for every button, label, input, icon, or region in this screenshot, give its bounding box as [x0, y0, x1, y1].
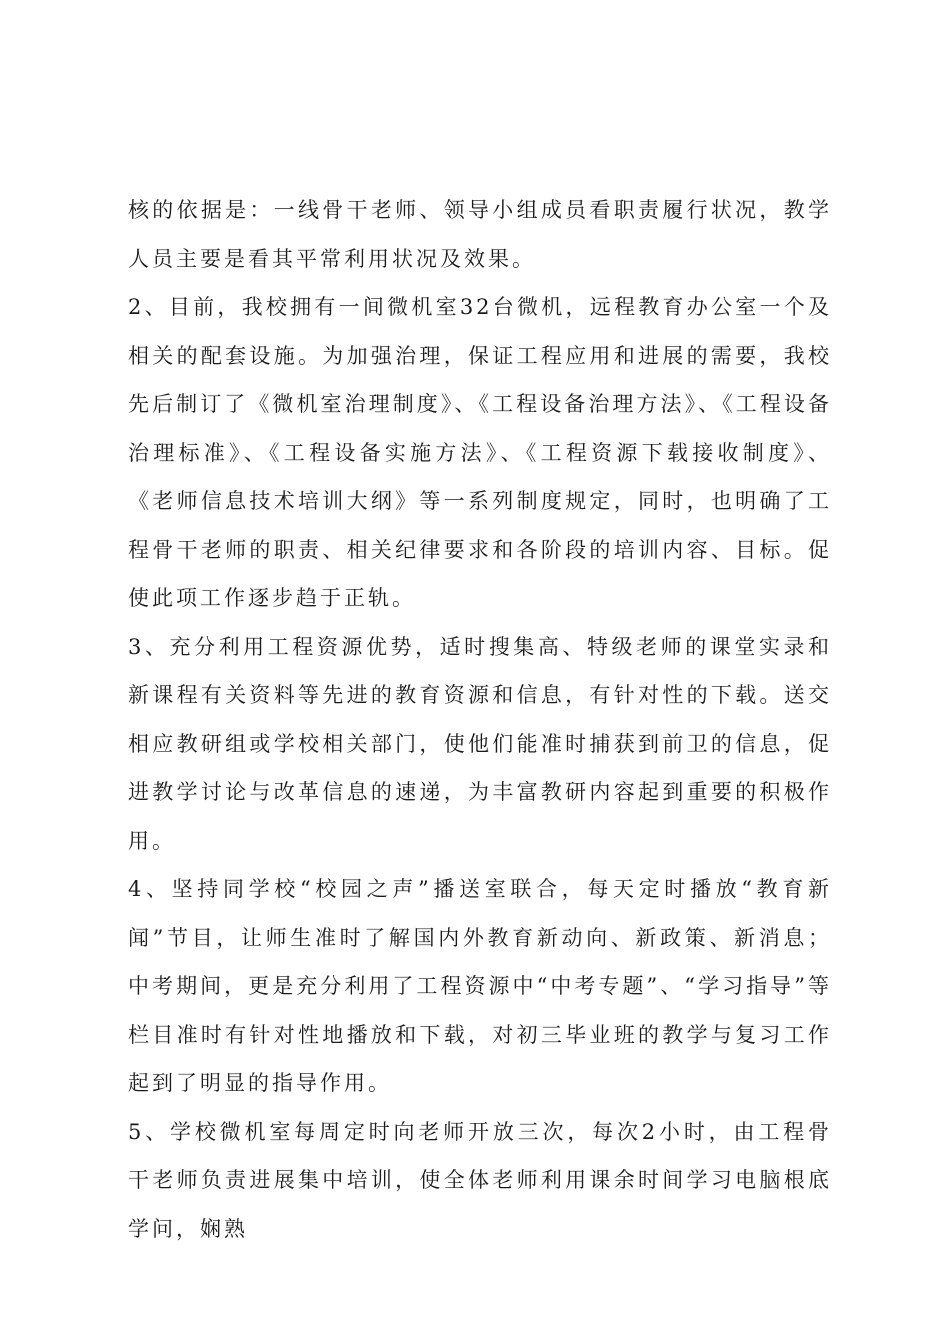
paragraph-item-2: 2、目前，我校拥有一间微机室32台微机，远程教育办公室一个及相关的配套设施。为加强治理，保证工程应用和进展的需要，我校先后制订了《微机室治理制度》、《工程设备治理方法》、《工程设备治理标准》、《工程设备实施方法》、《工程资源下载接收制度》、《老师信息技术培训大纲》等一系列制度规定，同时，也明确了工程骨干老师的职责、相关纪律要求和各阶段的培训内容、目标。促使此项工作逐步趋于正轨。	[128, 295, 832, 610]
paragraph-item-4: 4、坚持同学校“校园之声”播送室联合，每天定时播放“教育新闻”节目，让师生准时了解国内外教育新动向、新政策、新消息；中考期间，更是充分利用了工程资源中“中考专题”、“学习指导”等栏目准时有针对性地播放和下载，对初三毕业班的教学与复习工作起到了明显的指导作用。	[128, 877, 832, 1095]
paragraph-item-3: 3、充分利用工程资源优势，适时搜集高、特级老师的课堂实录和新课程有关资料等先进的教育资源和信息，有针对性的下载。送交相应教研组或学校相关部门，使他们能准时捕获到前卫的信息，促进教学讨论与改革信息的速递，为丰富教研内容起到重要的积极作用。	[128, 634, 832, 853]
paragraph-item-5: 5、学校微机室每周定时向老师开放三次，每次2小时，由工程骨干老师负责进展集中培训，使全体老师利用课余时间学习电脑根底学问，娴熟	[128, 1119, 832, 1241]
document-body	[128, 186, 832, 1253]
paragraph-continuation: 核的依据是：一线骨干老师、领导小组成员看职责履行状况，教学人员主要是看其平常利用状况及效果。	[128, 198, 832, 271]
